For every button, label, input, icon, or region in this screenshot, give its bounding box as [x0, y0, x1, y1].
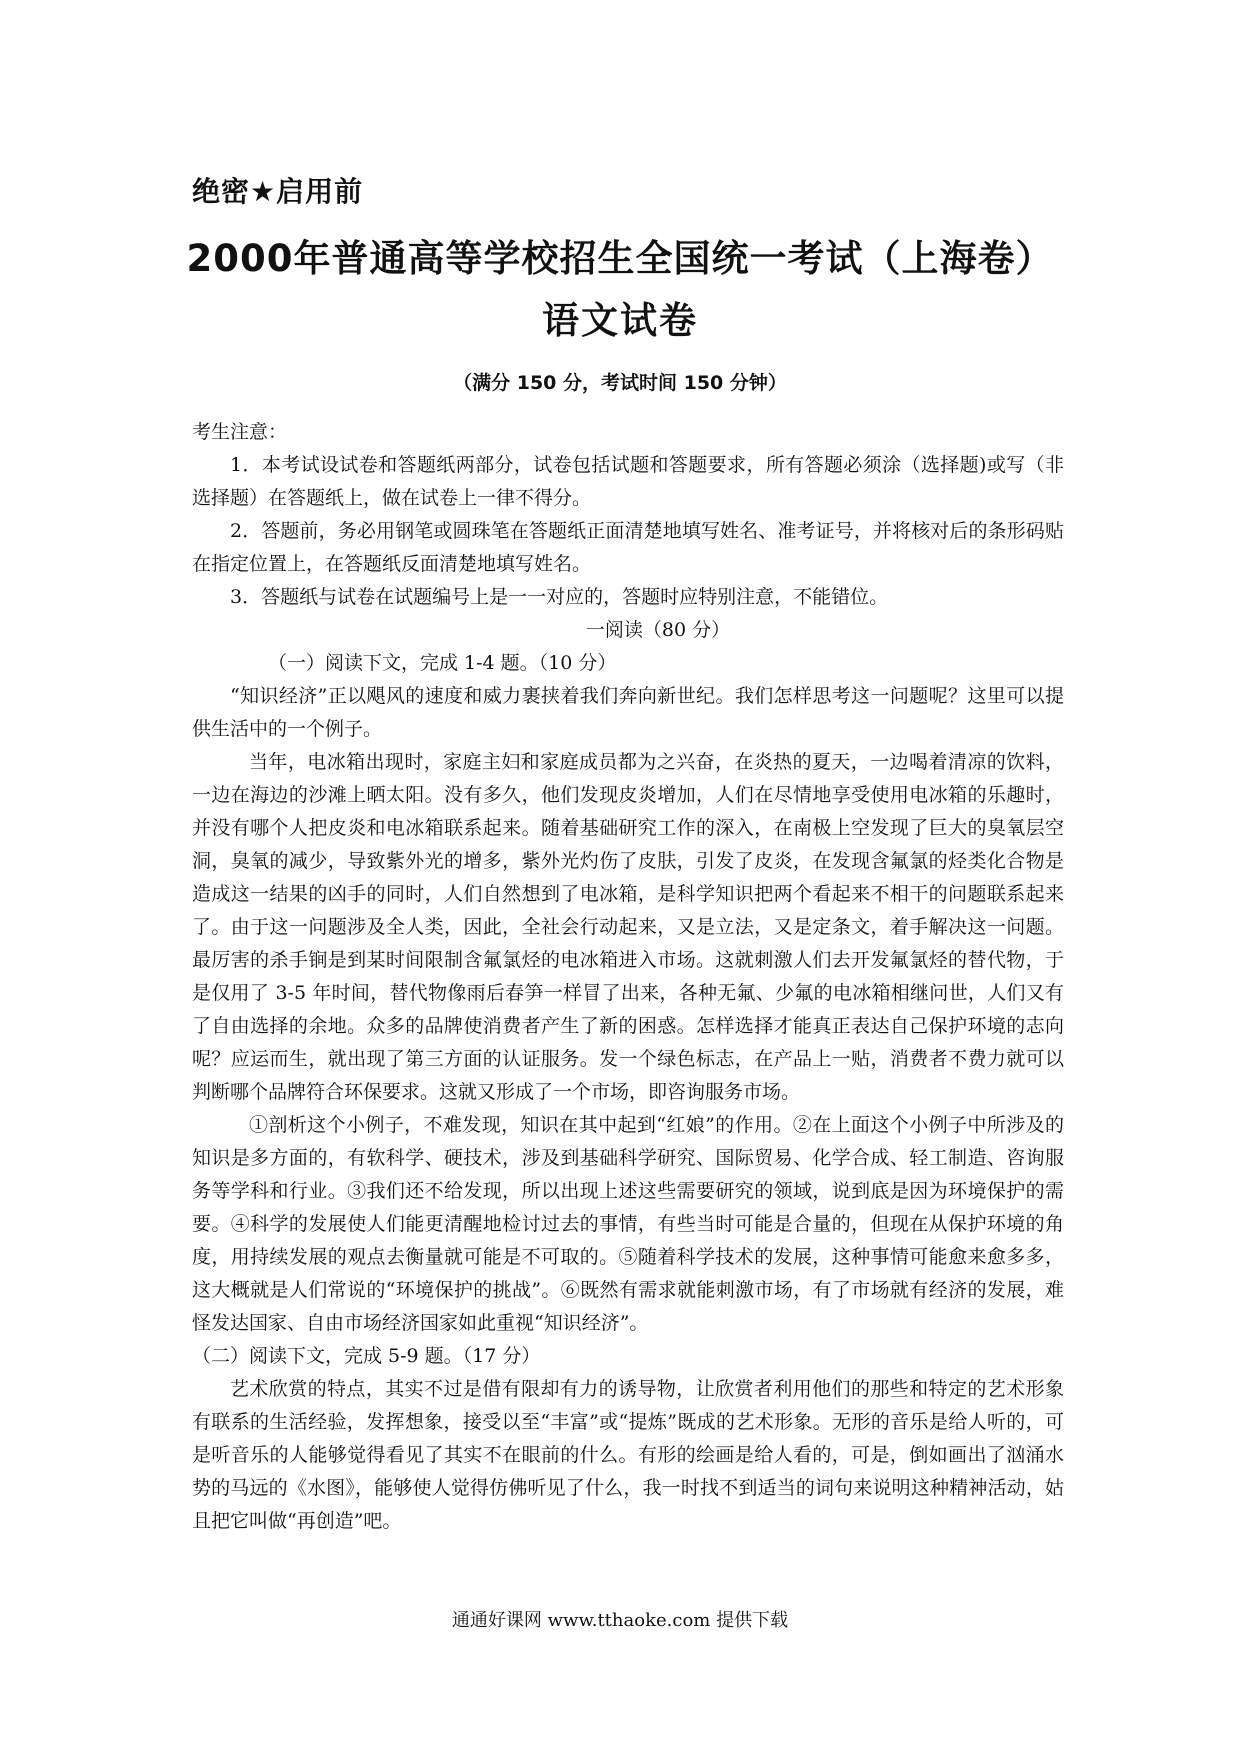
passage-paragraph: ①剖析这个小例子，不难发现，知识在其中起到“红娘”的作用。②在上面这个小例子中所涉及的知识是多方面的，有软科学、硬技术，涉及到基础科学研究、国际贸易、化学合成、轻工制造、咨询服务等学科和行业。③我们还不给发现，所以出现上述这些需要研究的领域，说到底是因为环境保护的需要。④科学的发展使人们能更清醒地检讨过去的事情，有些当时可能是合量的，但现在从保护环境的角度，用持续发展的观点去衡量就可能是不可取的。⑤随着科学技术的发展，这种事情可能愈来愈多多，这大概就是人们常说的“环境保护的挑战”。⑥既然有需求就能刺激市场，有了市场就有经济的发展，难怪发达国家、自由市场经济国家如此重视“知识经济”。 — [192, 1114, 1064, 1334]
notice-item: 3．答题纸与试卷在试题编号上是一一对应的，答题时应特别注意，不能错位。 — [230, 586, 889, 608]
notice-item: 2．答题前，务必用钢笔或圆珠笔在答题纸正面清楚地填写姓名、准考证号，并将核对后的条形码贴在指定位置上，在答题纸反面清楚地填写姓名。 — [192, 520, 1064, 575]
passage-paragraph: “知识经济”正以飓风的速度和威力裹挟着我们奔向新世纪。我们怎样思考这一问题呢？这里可以提供生活中的一个例子。 — [192, 685, 1064, 740]
page-title: 2000年普通高等学校招生全国统一考试（上海卷） — [186, 237, 1054, 280]
notice-item: 1．本考试设试卷和答题纸两部分，试卷包括试题和答题要求，所有答题必须涂（选择题)或写（非选择题）在答题纸上，做在试卷上一律不得分。 — [192, 454, 1064, 509]
passage-paragraph: 艺术欣赏的特点，其实不过是借有限却有力的诱导物，让欣赏者利用他们的那些和特定的艺术形象有联系的生活经验，发挥想象，接受以至“丰富”或“提炼”既成的艺术形象。无形的音乐是给人听的，可是听音乐的人能够觉得看见了其实不在眼前的什么。有形的绘画是给人看的，可是，倒如画出了汹涌水势的马远的《水图》，能够使人觉得仿佛听见了什么，我一时找不到适当的词句来说明这种精神活动，姑且把它叫做“再创造”吧。 — [192, 1378, 1064, 1532]
confidential-label: 绝密★启用前 — [192, 175, 364, 208]
section-heading-reading: 一阅读（80 分） — [585, 619, 731, 641]
notice-heading: 考生注意： — [192, 421, 288, 443]
exam-body — [192, 416, 1064, 1538]
part2-heading: （二）阅读下文，完成 5-9 题。（17 分） — [192, 1345, 541, 1367]
footer-source: 通通好课网 www.tthaoke.com 提供下载 — [451, 1610, 789, 1631]
exam-info: （满分 150 分，考试时间 150 分钟） — [453, 372, 787, 394]
part1-heading: （一）阅读下文，完成 1-4 题。（10 分） — [268, 652, 617, 674]
paper-subtitle: 语文试卷 — [542, 299, 698, 342]
passage-paragraph: 当年，电冰箱出现时，家庭主妇和家庭成员都为之兴奋，在炎热的夏天，一边喝着清凉的饮料，一边在海边的沙滩上晒太阳。没有多久，他们发现皮炎增加，人们在尽情地享受使用电冰箱的乐趣时，并没有哪个人把皮炎和电冰箱联系起来。随着基础研究工作的深入，在南极上空发现了巨大的臭氧层空洞，臭氧的减少，导致紫外光的增多，紫外光灼伤了皮肤，引发了皮炎，在发现含氟氯的烃类化合物是造成这一结果的凶手的同时，人们自然想到了电冰箱，是科学知识把两个看起来不相干的问题联系起来了。由于这一问题涉及全人类，因此，全社会行动起来，又是立法，又是定条文，着手解决这一问题。最厉害的杀手锏是到某时间限制含氟氯烃的电冰箱进入市场。这就刺激人们去开发氟氯烃的替代物，于是仅用了 3-5 年时间，替代物像雨后春笋一样冒了出来，各种无氟、少氟的电冰箱相继问世，人们又有了自由选择的余地。众多的品牌使消费者产生了新的困惑。怎样选择才能真正表达自己保护环境的志向呢？应运而生，就出现了第三方面的认证服务。发一个绿色标志，在产品上一贴，消费者不费力就可以判断哪个品牌符合环保要求。这就又形成了一个市场，即咨询服务市场。 — [192, 751, 1064, 1103]
